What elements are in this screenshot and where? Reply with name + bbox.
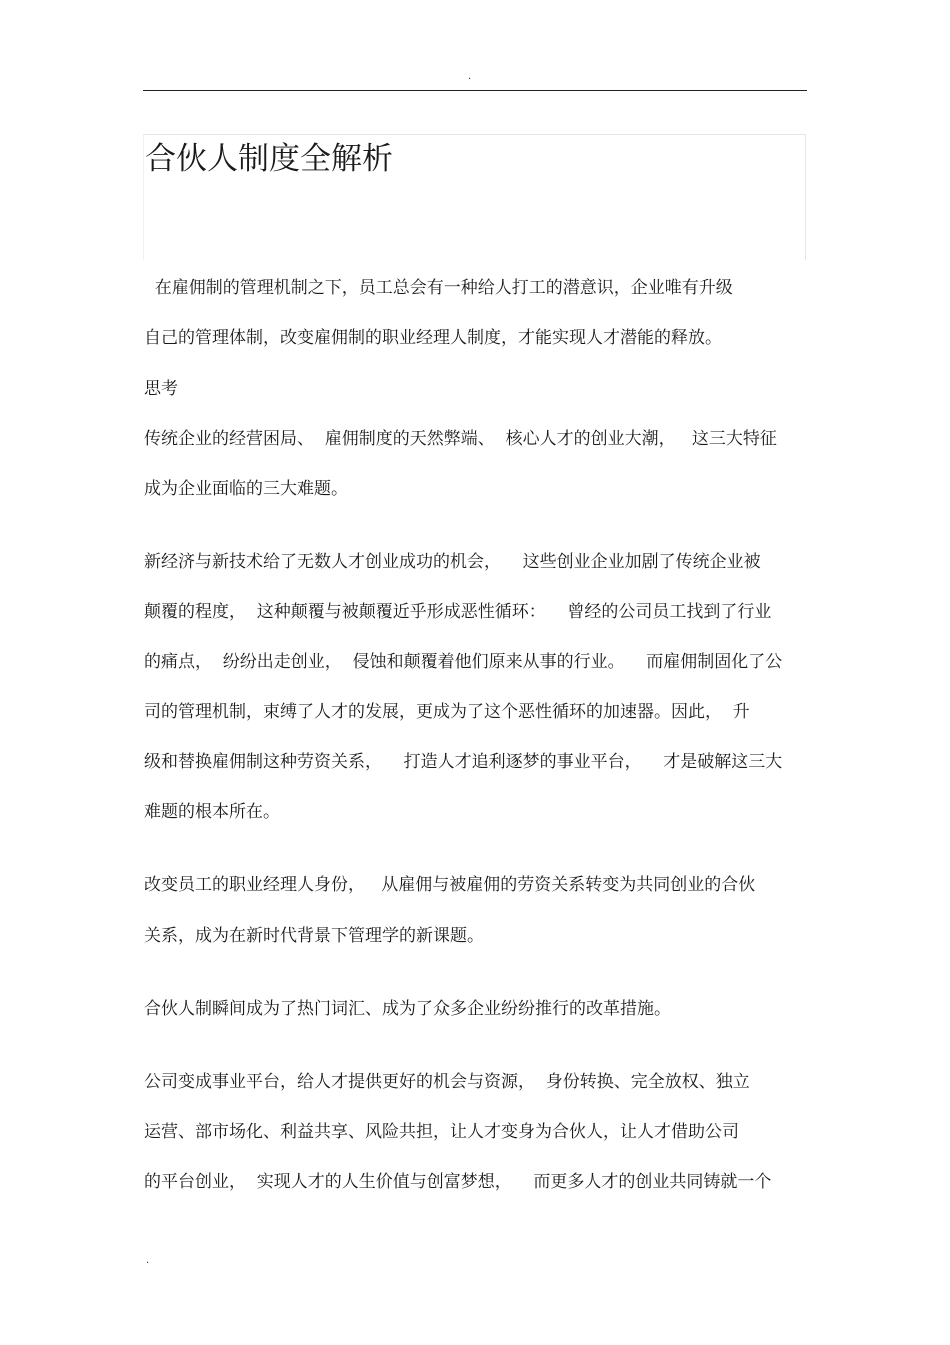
header-rule (143, 90, 807, 91)
paragraph-line: 自己的管理体制，改变雇佣制的职业经理人制度，才能实现人才潜能的释放。 (144, 328, 722, 348)
document-title: 合伙人制度全解析 (145, 141, 393, 177)
footer-dot: . (146, 1255, 150, 1266)
paragraph-line: 的痛点， 纷纷出走创业， 侵蚀和颠覆着他们原来从事的行业。 而雇佣制固化了公 (144, 652, 783, 672)
paragraph-line: 公司变成事业平台，给人才提供更好的机会与资源， 身份转换、完全放权、独立 (144, 1072, 750, 1092)
paragraph-line: 司的管理机制，束缚了人才的发展，更成为了这个恶性循环的加速器。因此， 升 (144, 702, 750, 722)
paragraph-line: 在雇佣制的管理机制之下，员工总会有一种给人打工的潜意识，企业唯有升级 (144, 278, 733, 298)
paragraph-line: 成为企业面临的三大难题。 (144, 479, 348, 499)
paragraph-line: 的平台创业， 实现人才的人生价值与创富梦想， 而更多人才的创业共同铸就一个 (144, 1172, 772, 1192)
paragraph-line: 运营、部市场化、利益共享、风险共担，让人才变身为合伙人，让人才借助公司 (144, 1122, 739, 1142)
paragraph-line: 难题的根本所在。 (144, 802, 280, 822)
paragraph-line: 合伙人制瞬间成为了热门词汇、成为了众多企业纷纷推行的改革措施。 (144, 999, 671, 1019)
paragraph-line: 传统企业的经营困局、 雇佣制度的天然弊端、 核心人才的创业大潮， 这三大特征 (144, 429, 777, 449)
paragraph-line: 级和替换雇佣制这种劳资关系， 打造人才追利逐梦的事业平台， 才是破解这三大 (144, 752, 783, 772)
header-dot: . (468, 71, 472, 82)
paragraph-line: 新经济与新技术给了无数人才创业成功的机会， 这些创业企业加剧了传统企业被 (144, 552, 761, 572)
title-box (143, 134, 806, 260)
paragraph-line: 改变员工的职业经理人身份， 从雇佣与被雇佣的劳资关系转变为共同创业的合伙 (144, 875, 756, 895)
section-heading: 思考 (144, 379, 178, 399)
paragraph-line: 关系，成为在新时代背景下管理学的新课题。 (144, 926, 484, 946)
paragraph-line: 颠覆的程度， 这种颠覆与被颠覆近乎形成恶性循环： 曾经的公司员工找到了行业 (144, 602, 772, 622)
